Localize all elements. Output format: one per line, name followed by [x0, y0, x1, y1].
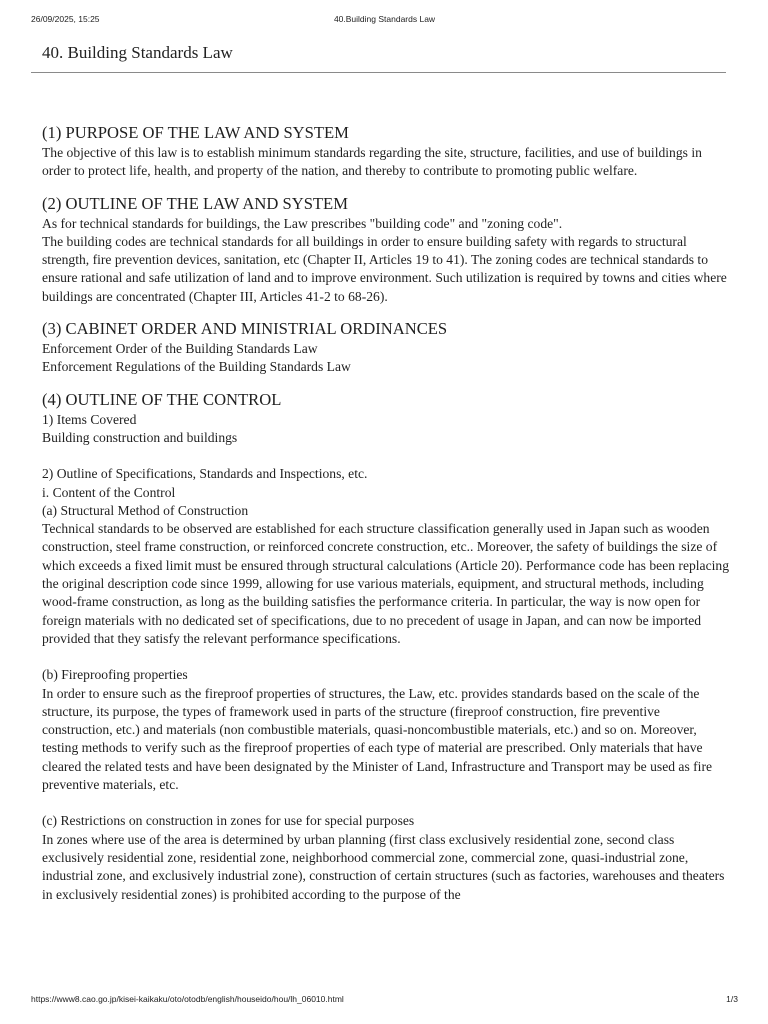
section-outline-control: [42, 390, 732, 904]
print-header: [31, 14, 738, 26]
paragraph-code-details: The building codes are technical standards for all buildings in order to ensure building safety with regards to structural strength, fire prevention devices, sanitation, etc (Chapter II, Articles 19 to 41). The zoning codes are technical standards to ensure rational and safe utilization of land and to improve environment. Such utilization is required by towns and cities where buildings are concentrated (Chapter III, Articles 41-2 to 68-26).: [42, 233, 727, 304]
page-number: 1/3: [726, 994, 738, 1004]
title-divider: [31, 72, 726, 73]
content-of-control-label: i. Content of the Control: [42, 484, 176, 500]
structural-method-text: Technical standards to be observed are established for each structure classification generally used in Japan such as wooden construction, steel frame construction, or reinforced concrete construction, etc.. Moreover, the safety of buildings the size of which exceeds a fixed limit must be ensured through structural calculations (Article 20). Performance code has been replacing the original description code since 1999, allowing for use various materials, equipment, and structural methods, including wood-frame construction, as long as the building satisfies the performance criteria. In particular, the way is now open for foreign materials with no dedicated set of specifications, due to no precedent of usage in Japan, and can now be imported provided that they satisfy the relevant performance specifications.: [42, 521, 729, 646]
enforcement-order-line: Enforcement Order of the Building Standards Law: [42, 341, 318, 357]
paragraph-building-zoning-code: As for technical standards for buildings, the Law prescribes "building code" and "zoning code".: [42, 215, 563, 231]
section-heading-purpose: (1) PURPOSE OF THE LAW AND SYSTEM: [42, 123, 349, 142]
items-covered-label: 1) Items Covered: [42, 411, 137, 427]
spacer: [42, 648, 732, 666]
outline-specs-label: 2) Outline of Specifications, Standards and Inspections, etc.: [42, 466, 368, 482]
section-outline-law: [42, 194, 732, 306]
print-document-title: 40.Building Standards Law: [333, 14, 436, 24]
spacer: [42, 447, 732, 465]
section-heading-outline-control: (4) OUTLINE OF THE CONTROL: [42, 389, 282, 409]
document-body: [42, 123, 732, 904]
print-url: https://www8.cao.go.jp/kisei-kaikaku/oto/otodb/english/houseido/hou/lh_06010.html: [31, 994, 344, 1004]
section-heading-cabinet-order: (3) CABINET ORDER AND MINISTRIAL ORDINANCES: [42, 319, 448, 339]
zone-restrictions-label: (c) Restrictions on construction in zones for use for special purposes: [42, 813, 415, 829]
section-cabinet-order: [42, 319, 732, 377]
zone-restrictions-text: In zones where use of the area is determined by urban planning (first class exclusively residential zone, second class exclusively residential zone, residential zone, neighborhood commercial zone, commercial zone, quasi-industrial zone, industrial zone, and exclusively industrial zone), construction of certain structures (such as factories, warehouses and theaters in exclusively residential zones) is prohibited according to the purpose of the: [42, 831, 725, 902]
fireproofing-text: In order to ensure such as the fireproof properties of structures, the Law, etc. provides standards based on the scale of the structure, its purpose, the types of framework used in parts of the structure (fireproof construction, fire preventive construction, etc.) and materials (non combustible materials, quasi-noncombustible materials, etc.) and so on. Moreover, testing methods to verify such as the fireproof properties of each type of material are prescribed. Only materials that have cleared the related tests and have been designated by the Minister of Land, Infrastructure and Transport may be used as fire preventive materials, etc.: [42, 685, 713, 793]
structural-method-label: (a) Structural Method of Construction: [42, 502, 249, 518]
print-datetime: 26/09/2025, 15:25: [31, 14, 100, 24]
items-covered-value: Building construction and buildings: [42, 429, 238, 445]
spacer: [42, 794, 732, 812]
page-title: 40. Building Standards Law: [42, 43, 233, 62]
paragraph-purpose: The objective of this law is to establish minimum standards regarding the site, structure, facilities, and use of buildings in order to protect life, health, and property of the nation, and thereby to contribute to promoting public welfare.: [42, 145, 702, 179]
section-purpose: [42, 123, 732, 181]
fireproofing-label: (b) Fireproofing properties: [42, 667, 188, 683]
enforcement-regulations-line: Enforcement Regulations of the Building Standards Law: [42, 359, 351, 375]
section-heading-outline-law: (2) OUTLINE OF THE LAW AND SYSTEM: [42, 193, 348, 213]
print-footer: [31, 994, 738, 1006]
